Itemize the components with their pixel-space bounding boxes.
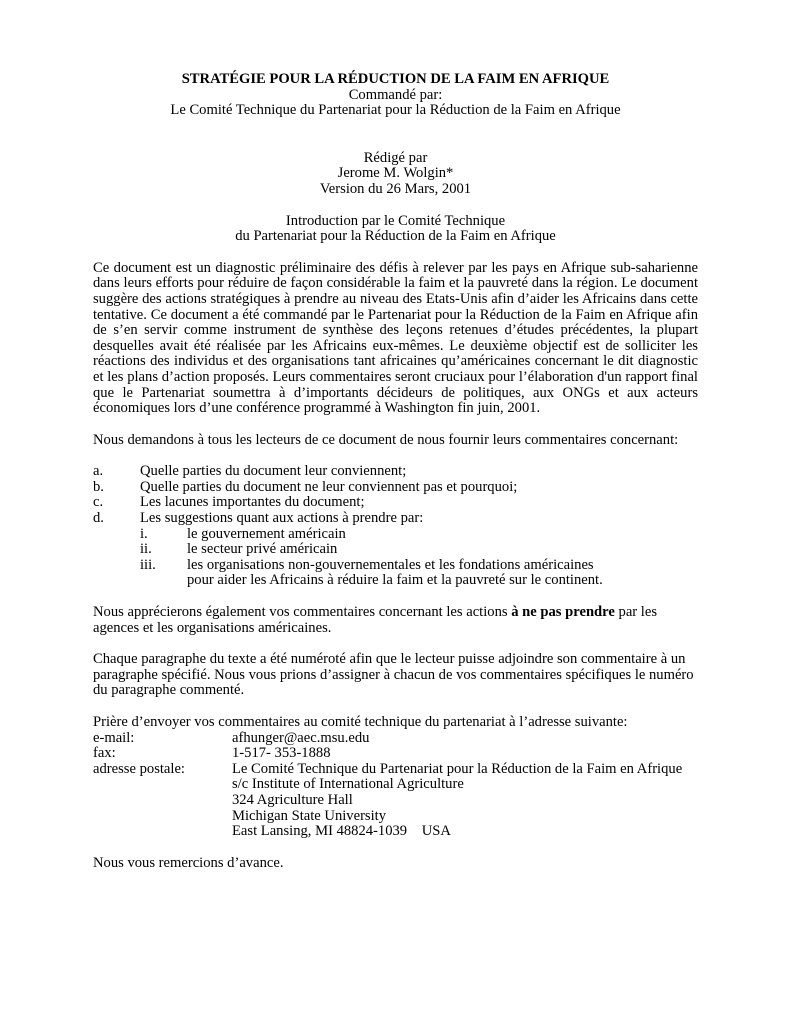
committee-name: Le Comité Technique du Partenariat pour la Réduction de la Faim en Afrique [170, 102, 621, 119]
intro-paragraph: Ce document est un diagnostic préliminaire des défis à relever par les pays en Afrique sub-saharienne dans leurs efforts pour réduire de façon considérable la faim et la pauvreté dans la région. Le document suggère des actions stratégiques à prendre au niveau des Etats-Unis afin d’aider les Africains dans cette tentative. Ce document a été commandé par le Partenariat pour la Réduction de la Faim en Afrique afin de s’en servir comme instrument de synthèse des leçons retenues d’études précédentes, la plupart desquelles avait été réalisée par les Africains eux-mêmes. Le deuxième objectif est de solliciter les réactions des individus et des organisations tant africaines qu’américaines concernant le dit diagnostic et les plans d’action proposés. Leurs commentaires seront cruciaux pour l’élaboration d'un rapport final que le Partenariat soumettra à d’importants décideurs de politiques, aux ONGs et aux acteurs économiques lors d’une conférence programmé à Washington fin juin, 2001. [93, 259, 698, 417]
sub-list-text: les organisations non-gouvernementales et les fondations américaines [187, 556, 594, 573]
intro-line-1: Introduction par le Comité Technique [285, 212, 506, 229]
comment-list [93, 464, 698, 589]
email-label: e-mail: [93, 729, 135, 746]
list-item [93, 511, 698, 527]
sub-list-label: iii. [140, 556, 156, 573]
send-instructions: Prière d’envoyer vos commentaires au comité technique du partenariat à l’adresse suivante: [93, 714, 628, 730]
sub-list-text: le secteur privé américain [187, 541, 338, 558]
sub-list-label: i. [140, 525, 148, 542]
document-header [93, 72, 698, 245]
list-item [93, 480, 698, 496]
contact-block [93, 731, 698, 840]
closing-line: Nous vous remercions d’avance. [93, 854, 284, 871]
postal-line: Michigan State University [232, 807, 387, 824]
list-text: Quelle parties du document ne leur conviennent pas et pourquoi; [140, 478, 518, 495]
sub-list-item [140, 542, 698, 558]
author-name: Jerome M. Wolgin* [337, 165, 454, 182]
version-date: Version du 26 Mars, 2001 [319, 180, 472, 197]
email-address[interactable]: afhunger@aec.msu.edu [232, 729, 370, 746]
list-label: a. [93, 463, 104, 480]
postal-address [232, 762, 698, 840]
fax-label: fax: [93, 745, 116, 762]
sub-list-item [140, 558, 698, 574]
list-item [93, 464, 698, 480]
document-page [93, 72, 698, 871]
sub-list-label: ii. [140, 541, 152, 558]
sub-list-item [140, 573, 698, 589]
para3-start: Nous apprécierons également vos commentaires concernant les actions [93, 604, 512, 621]
not-to-do-paragraph [93, 605, 698, 636]
list-text: Quelle parties du document leur conviennent; [140, 463, 407, 480]
list-item [93, 495, 698, 511]
postal-line: s/c Institute of International Agriculture [232, 776, 464, 793]
request-paragraph: Nous demandons à tous les lecteurs de ce document de nous fournir leurs commentaires concernant: [93, 431, 679, 448]
numbering-paragraph: Chaque paragraphe du texte a été numéroté afin que le lecteur puisse adjoindre son commentaire à un paragraphe spécifié. Nous vous prions d’assigner à chacun de vos commentaires spécifiques le numéro du paragraphe commenté. [93, 651, 694, 699]
document-title: STRATÉGIE POUR LA RÉDUCTION DE LA FAIM EN AFRIQUE [181, 71, 610, 87]
sub-list-text: le gouvernement américain [187, 525, 346, 542]
sub-list [93, 527, 698, 589]
list-text: Les suggestions quant aux actions à prendre par: [140, 510, 424, 527]
para3-emphasis: à ne pas prendre [511, 604, 615, 621]
postal-line: East Lansing, MI 48824-1039 USA [232, 823, 451, 840]
written-by-label: Rédigé par [363, 149, 428, 166]
list-label: c. [93, 494, 104, 511]
sub-list-item [140, 527, 698, 543]
sub-list-continuation: pour aider les Africains à réduire la faim et la pauvreté sur le continent. [187, 572, 603, 589]
commissioned-label: Commandé par: [348, 86, 443, 103]
list-label: b. [93, 478, 104, 495]
list-text: Les lacunes importantes du document; [140, 494, 365, 511]
fax-number: 1-517- 353-1888 [232, 745, 331, 762]
postal-label: adresse postale: [93, 760, 185, 777]
postal-line: 324 Agriculture Hall [232, 791, 353, 808]
intro-line-2: du Partenariat pour la Réduction de la Faim en Afrique [235, 228, 556, 245]
postal-line: Le Comité Technique du Partenariat pour la Réduction de la Faim en Afrique [232, 760, 683, 777]
list-label: d. [93, 510, 104, 527]
para3-end: par les agences et les organisations américaines. [93, 604, 658, 636]
